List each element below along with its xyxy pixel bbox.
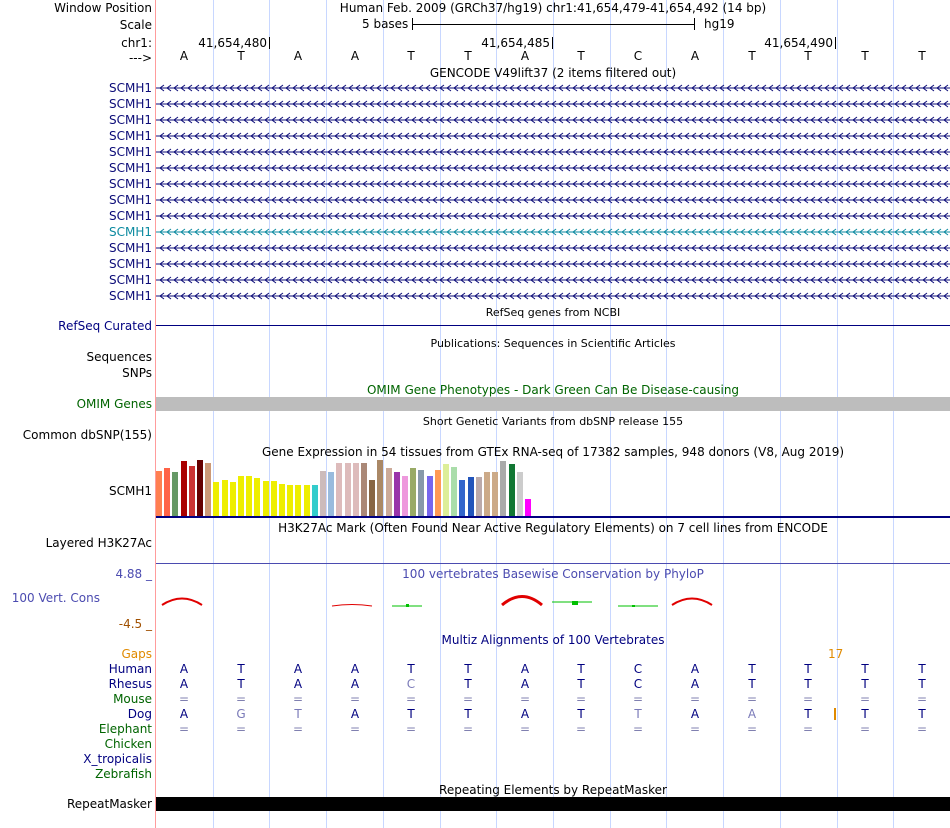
alignment-base: = (802, 692, 814, 706)
repeatmasker-element-bar[interactable] (156, 797, 950, 811)
alignment-base: T (918, 677, 926, 691)
sequence-base: T (918, 49, 926, 63)
alignment-base: T (748, 662, 756, 676)
sequence-base: T (861, 49, 869, 63)
alignment-base: = (349, 692, 361, 706)
gtex-tissue-bar[interactable] (205, 463, 211, 516)
alignment-base: A (179, 707, 189, 721)
alignment-base: T (804, 662, 812, 676)
gtex-baseline (156, 516, 950, 518)
alignment-base: = (689, 722, 701, 736)
scale-bar (360, 17, 740, 33)
gencode-gene-label[interactable]: SCMH1 (108, 273, 152, 287)
phylop-min-value: -4.5 _ (118, 617, 152, 631)
gtex-tissue-bar[interactable] (238, 476, 244, 516)
gencode-gene-label[interactable]: SCMH1 (108, 81, 152, 95)
species-label[interactable]: Zebrafish (95, 767, 152, 781)
gtex-tissue-bar[interactable] (410, 468, 416, 516)
multiz-gaps-label[interactable]: Gaps (121, 647, 152, 661)
alignment-base: = (405, 722, 417, 736)
gtex-tissue-bar[interactable] (517, 472, 523, 516)
gtex-tissue-bar[interactable] (369, 480, 375, 516)
alignment-base: T (861, 707, 869, 721)
dbsnp-track-title: Short Genetic Variants from dbSNP release 155 (422, 415, 684, 428)
alignment-base: T (918, 662, 926, 676)
gtex-tissue-bar[interactable] (468, 477, 474, 516)
alignment-base: = (462, 722, 474, 736)
multiz-gap-count: 17 (828, 647, 844, 661)
gencode-transcript[interactable] (156, 180, 950, 188)
gtex-tissue-bar[interactable] (312, 485, 318, 516)
alignment-base: T (804, 707, 812, 721)
gencode-gene-label[interactable]: SCMH1 (108, 241, 152, 255)
alignment-base: A (350, 677, 360, 691)
gtex-tissue-bar[interactable] (197, 460, 203, 516)
alignment-base: C (633, 677, 643, 691)
publications-track-title: Publications: Sequences in Scientific Articles (430, 337, 676, 350)
alignment-base: = (178, 692, 190, 706)
alignment-base: T (407, 662, 415, 676)
sequence-base: T (407, 49, 415, 63)
gencode-gene-label[interactable]: SCMH1 (108, 145, 152, 159)
alignment-base: = (349, 722, 361, 736)
gtex-gene-label[interactable]: SCMH1 (108, 484, 152, 498)
alignment-base: = (746, 692, 758, 706)
alignment-base: T (237, 677, 245, 691)
gtex-tissue-bar[interactable] (156, 471, 162, 516)
gtex-tissue-bar[interactable] (394, 472, 400, 516)
alignment-base: = (235, 692, 247, 706)
gtex-tissue-bar[interactable] (295, 485, 301, 516)
gencode-transcript[interactable] (156, 116, 950, 124)
scale-label: Scale (119, 18, 152, 32)
ruler-position-1: 41,654,480 (198, 36, 267, 50)
gencode-gene-label[interactable]: SCMH1 (108, 113, 152, 127)
publications-snps-label[interactable]: SNPs (122, 366, 152, 380)
alignment-base: = (632, 692, 644, 706)
alignment-base: A (747, 707, 757, 721)
gtex-tissue-bar[interactable] (459, 480, 465, 516)
alignment-base: = (178, 722, 190, 736)
gencode-transcript[interactable] (156, 84, 950, 92)
alignment-base: = (405, 692, 417, 706)
h3k27ac-label[interactable]: Layered H3K27Ac (45, 536, 152, 550)
sequence-base: C (633, 49, 643, 63)
multiz-track-title: Multiz Alignments of 100 Vertebrates (441, 633, 665, 647)
gencode-gene-label[interactable]: SCMH1 (108, 209, 152, 223)
alignment-base: A (520, 707, 530, 721)
gtex-tissue-bar[interactable] (484, 472, 490, 516)
alignment-base: T (918, 707, 926, 721)
alignment-base: T (577, 662, 585, 676)
alignment-base: A (179, 677, 189, 691)
gtex-tissue-bar[interactable] (181, 461, 187, 516)
alignment-base: A (179, 662, 189, 676)
ruler-position-2: 41,654,485 (481, 36, 550, 50)
gtex-tissue-bar[interactable] (230, 482, 236, 516)
gtex-tissue-bar[interactable] (386, 468, 392, 516)
gtex-tissue-bar[interactable] (328, 472, 334, 516)
gtex-tissue-bar[interactable] (427, 476, 433, 516)
sequence-base: A (350, 49, 360, 63)
sequence-base: T (237, 49, 245, 63)
gencode-track-title[interactable]: GENCODE V49lift37 (2 items filtered out) (429, 66, 677, 80)
scale-assembly: hg19 (704, 17, 735, 31)
alignment-base: T (294, 707, 302, 721)
window-position-label: Window Position (54, 1, 152, 15)
gtex-tissue-bar[interactable] (246, 476, 252, 516)
omim-gene-bar[interactable] (156, 397, 950, 411)
gtex-tissue-bar[interactable] (189, 466, 195, 516)
alignment-base: = (519, 692, 531, 706)
gtex-tissue-bar[interactable] (435, 470, 441, 516)
alignment-base: A (293, 677, 303, 691)
gtex-tissue-bar[interactable] (336, 463, 342, 516)
alignment-base: = (235, 722, 247, 736)
sequence-base: A (293, 49, 303, 63)
alignment-base: = (746, 722, 758, 736)
alignment-base: = (519, 722, 531, 736)
strand-label: ---> (128, 51, 152, 65)
chrom-label: chr1: (121, 36, 152, 50)
gencode-transcript[interactable] (156, 292, 950, 300)
gencode-gene-label[interactable]: SCMH1 (108, 289, 152, 303)
repeatmasker-label[interactable]: RepeatMasker (66, 797, 152, 811)
species-label[interactable]: Chicken (104, 737, 152, 751)
gencode-transcript[interactable] (156, 148, 950, 156)
alignment-base: C (406, 677, 416, 691)
alignment-base: = (292, 692, 304, 706)
alignment-base: = (916, 692, 928, 706)
alignment-base: T (464, 677, 472, 691)
gtex-tissue-bar[interactable] (476, 477, 482, 516)
sequence-base: T (748, 49, 756, 63)
sequence-base: A (179, 49, 189, 63)
gtex-tissue-bar[interactable] (287, 485, 293, 516)
phylop-label[interactable]: 100 Vert. Cons (11, 591, 100, 605)
alignment-base: T (237, 662, 245, 676)
alignment-base: = (689, 692, 701, 706)
assembly-position-text[interactable]: Human Feb. 2009 (GRCh37/hg19) chr1:41,654,479-41,654,492 (14 bp) (339, 1, 767, 15)
gtex-tissue-bar[interactable] (361, 463, 367, 516)
species-label[interactable]: Rhesus (108, 677, 152, 691)
sequence-base: A (690, 49, 700, 63)
alignment-base: = (292, 722, 304, 736)
gtex-track-title: Gene Expression in 54 tissues from GTEx RNA-seq of 17382 samples, 948 donors (V8, Aug 2019) (261, 445, 845, 459)
alignment-base: A (293, 662, 303, 676)
gtex-tissue-bar[interactable] (279, 484, 285, 516)
alignment-base: = (632, 722, 644, 736)
alignment-base: T (861, 677, 869, 691)
omim-label[interactable]: OMIM Genes (76, 397, 152, 411)
alignment-base: = (462, 692, 474, 706)
gtex-tissue-bar[interactable] (402, 476, 408, 516)
alignment-base: A (520, 677, 530, 691)
gtex-tissue-bar[interactable] (254, 478, 260, 516)
gtex-tissue-bar[interactable] (353, 463, 359, 516)
gtex-tissue-bar[interactable] (304, 485, 310, 516)
alignment-base: = (575, 692, 587, 706)
alignment-base: T (577, 707, 585, 721)
gencode-transcript[interactable] (156, 100, 950, 108)
dog-gap-marker (834, 708, 836, 720)
gtex-tissue-bar[interactable] (443, 464, 449, 516)
dbsnp-label[interactable]: Common dbSNP(155) (22, 428, 152, 442)
gtex-tissue-bar[interactable] (222, 480, 228, 516)
gtex-tissue-bar[interactable] (271, 481, 277, 516)
gencode-transcript[interactable] (156, 196, 950, 204)
gtex-tissue-bar[interactable] (320, 471, 326, 516)
gencode-gene-label[interactable]: SCMH1 (108, 129, 152, 143)
gencode-transcript[interactable] (156, 244, 950, 252)
repeatmasker-track-title: Repeating Elements by RepeatMasker (439, 783, 667, 797)
phylop-track-title: 100 vertebrates Basewise Conservation by PhyloP (402, 567, 704, 581)
sequence-base: T (577, 49, 585, 63)
publications-sequences-label[interactable]: Sequences (86, 350, 152, 364)
species-label[interactable]: X_tropicalis (83, 752, 152, 766)
gtex-tissue-bar[interactable] (345, 463, 351, 516)
phylop-conservation-plot[interactable] (156, 590, 950, 610)
alignment-base: A (350, 662, 360, 676)
alignment-base: C (633, 662, 643, 676)
gtex-tissue-bar[interactable] (500, 461, 506, 516)
alignment-base: A (690, 662, 700, 676)
alignment-base: G (236, 707, 246, 721)
phylop-max-value: 4.88 _ (115, 567, 152, 581)
alignment-base: A (690, 707, 700, 721)
alignment-base: T (634, 707, 642, 721)
gencode-gene-label[interactable]: SCMH1 (108, 97, 152, 111)
alignment-base: = (859, 692, 871, 706)
species-label[interactable]: Mouse (113, 692, 152, 706)
ruler-position-3: 41,654,490 (764, 36, 833, 50)
alignment-base: T (464, 662, 472, 676)
gtex-tissue-bar[interactable] (509, 464, 515, 516)
species-label[interactable]: Dog (127, 707, 152, 721)
gtex-tissue-bar[interactable] (418, 470, 424, 516)
gtex-tissue-bar[interactable] (164, 468, 170, 516)
species-label[interactable]: Elephant (98, 722, 152, 736)
refseq-label[interactable]: RefSeq Curated (58, 319, 152, 333)
alignment-base: T (804, 677, 812, 691)
gencode-transcript[interactable] (156, 212, 950, 220)
alignment-base: T (407, 707, 415, 721)
phylop-top-line (156, 563, 950, 564)
gtex-expression-chart[interactable] (156, 460, 536, 516)
scale-text: 5 bases (362, 17, 409, 31)
sequence-base: T (464, 49, 472, 63)
gencode-gene-label[interactable]: SCMH1 (108, 161, 152, 175)
gtex-tissue-bar[interactable] (263, 481, 269, 516)
alignment-base: T (464, 707, 472, 721)
alignment-base: = (859, 722, 871, 736)
sequence-base: A (520, 49, 530, 63)
alignment-base: T (748, 677, 756, 691)
gencode-transcript[interactable] (156, 260, 950, 268)
refseq-gene-line[interactable] (156, 325, 950, 326)
alignment-base: = (916, 722, 928, 736)
gtex-tissue-bar[interactable] (451, 467, 457, 516)
sequence-base: T (804, 49, 812, 63)
alignment-base: = (802, 722, 814, 736)
gencode-gene-label[interactable]: SCMH1 (108, 193, 152, 207)
gtex-tissue-bar[interactable] (172, 472, 178, 516)
gencode-gene-label[interactable]: SCMH1 (108, 225, 152, 239)
alignment-base: A (520, 662, 530, 676)
gtex-tissue-bar[interactable] (213, 482, 219, 516)
alignment-base: T (577, 677, 585, 691)
refseq-track-title: RefSeq genes from NCBI (485, 306, 621, 319)
alignment-base: A (690, 677, 700, 691)
gtex-tissue-bar[interactable] (525, 499, 531, 516)
gencode-gene-label[interactable]: SCMH1 (108, 177, 152, 191)
alignment-base: = (575, 722, 587, 736)
gtex-tissue-bar[interactable] (377, 460, 383, 516)
species-label[interactable]: Human (108, 662, 152, 676)
gencode-gene-label[interactable]: SCMH1 (108, 257, 152, 271)
h3k27ac-track-title: H3K27Ac Mark (Often Found Near Active Regulatory Elements) on 7 cell lines from ENCODE (278, 521, 828, 535)
omim-track-title: OMIM Gene Phenotypes - Dark Green Can Be Disease-causing (366, 383, 740, 397)
gtex-tissue-bar[interactable] (492, 472, 498, 516)
alignment-base: A (350, 707, 360, 721)
gencode-transcript[interactable] (156, 132, 950, 140)
gencode-transcript[interactable] (156, 164, 950, 172)
alignment-base: T (861, 662, 869, 676)
gencode-transcript[interactable] (156, 228, 950, 236)
gencode-transcript[interactable] (156, 276, 950, 284)
